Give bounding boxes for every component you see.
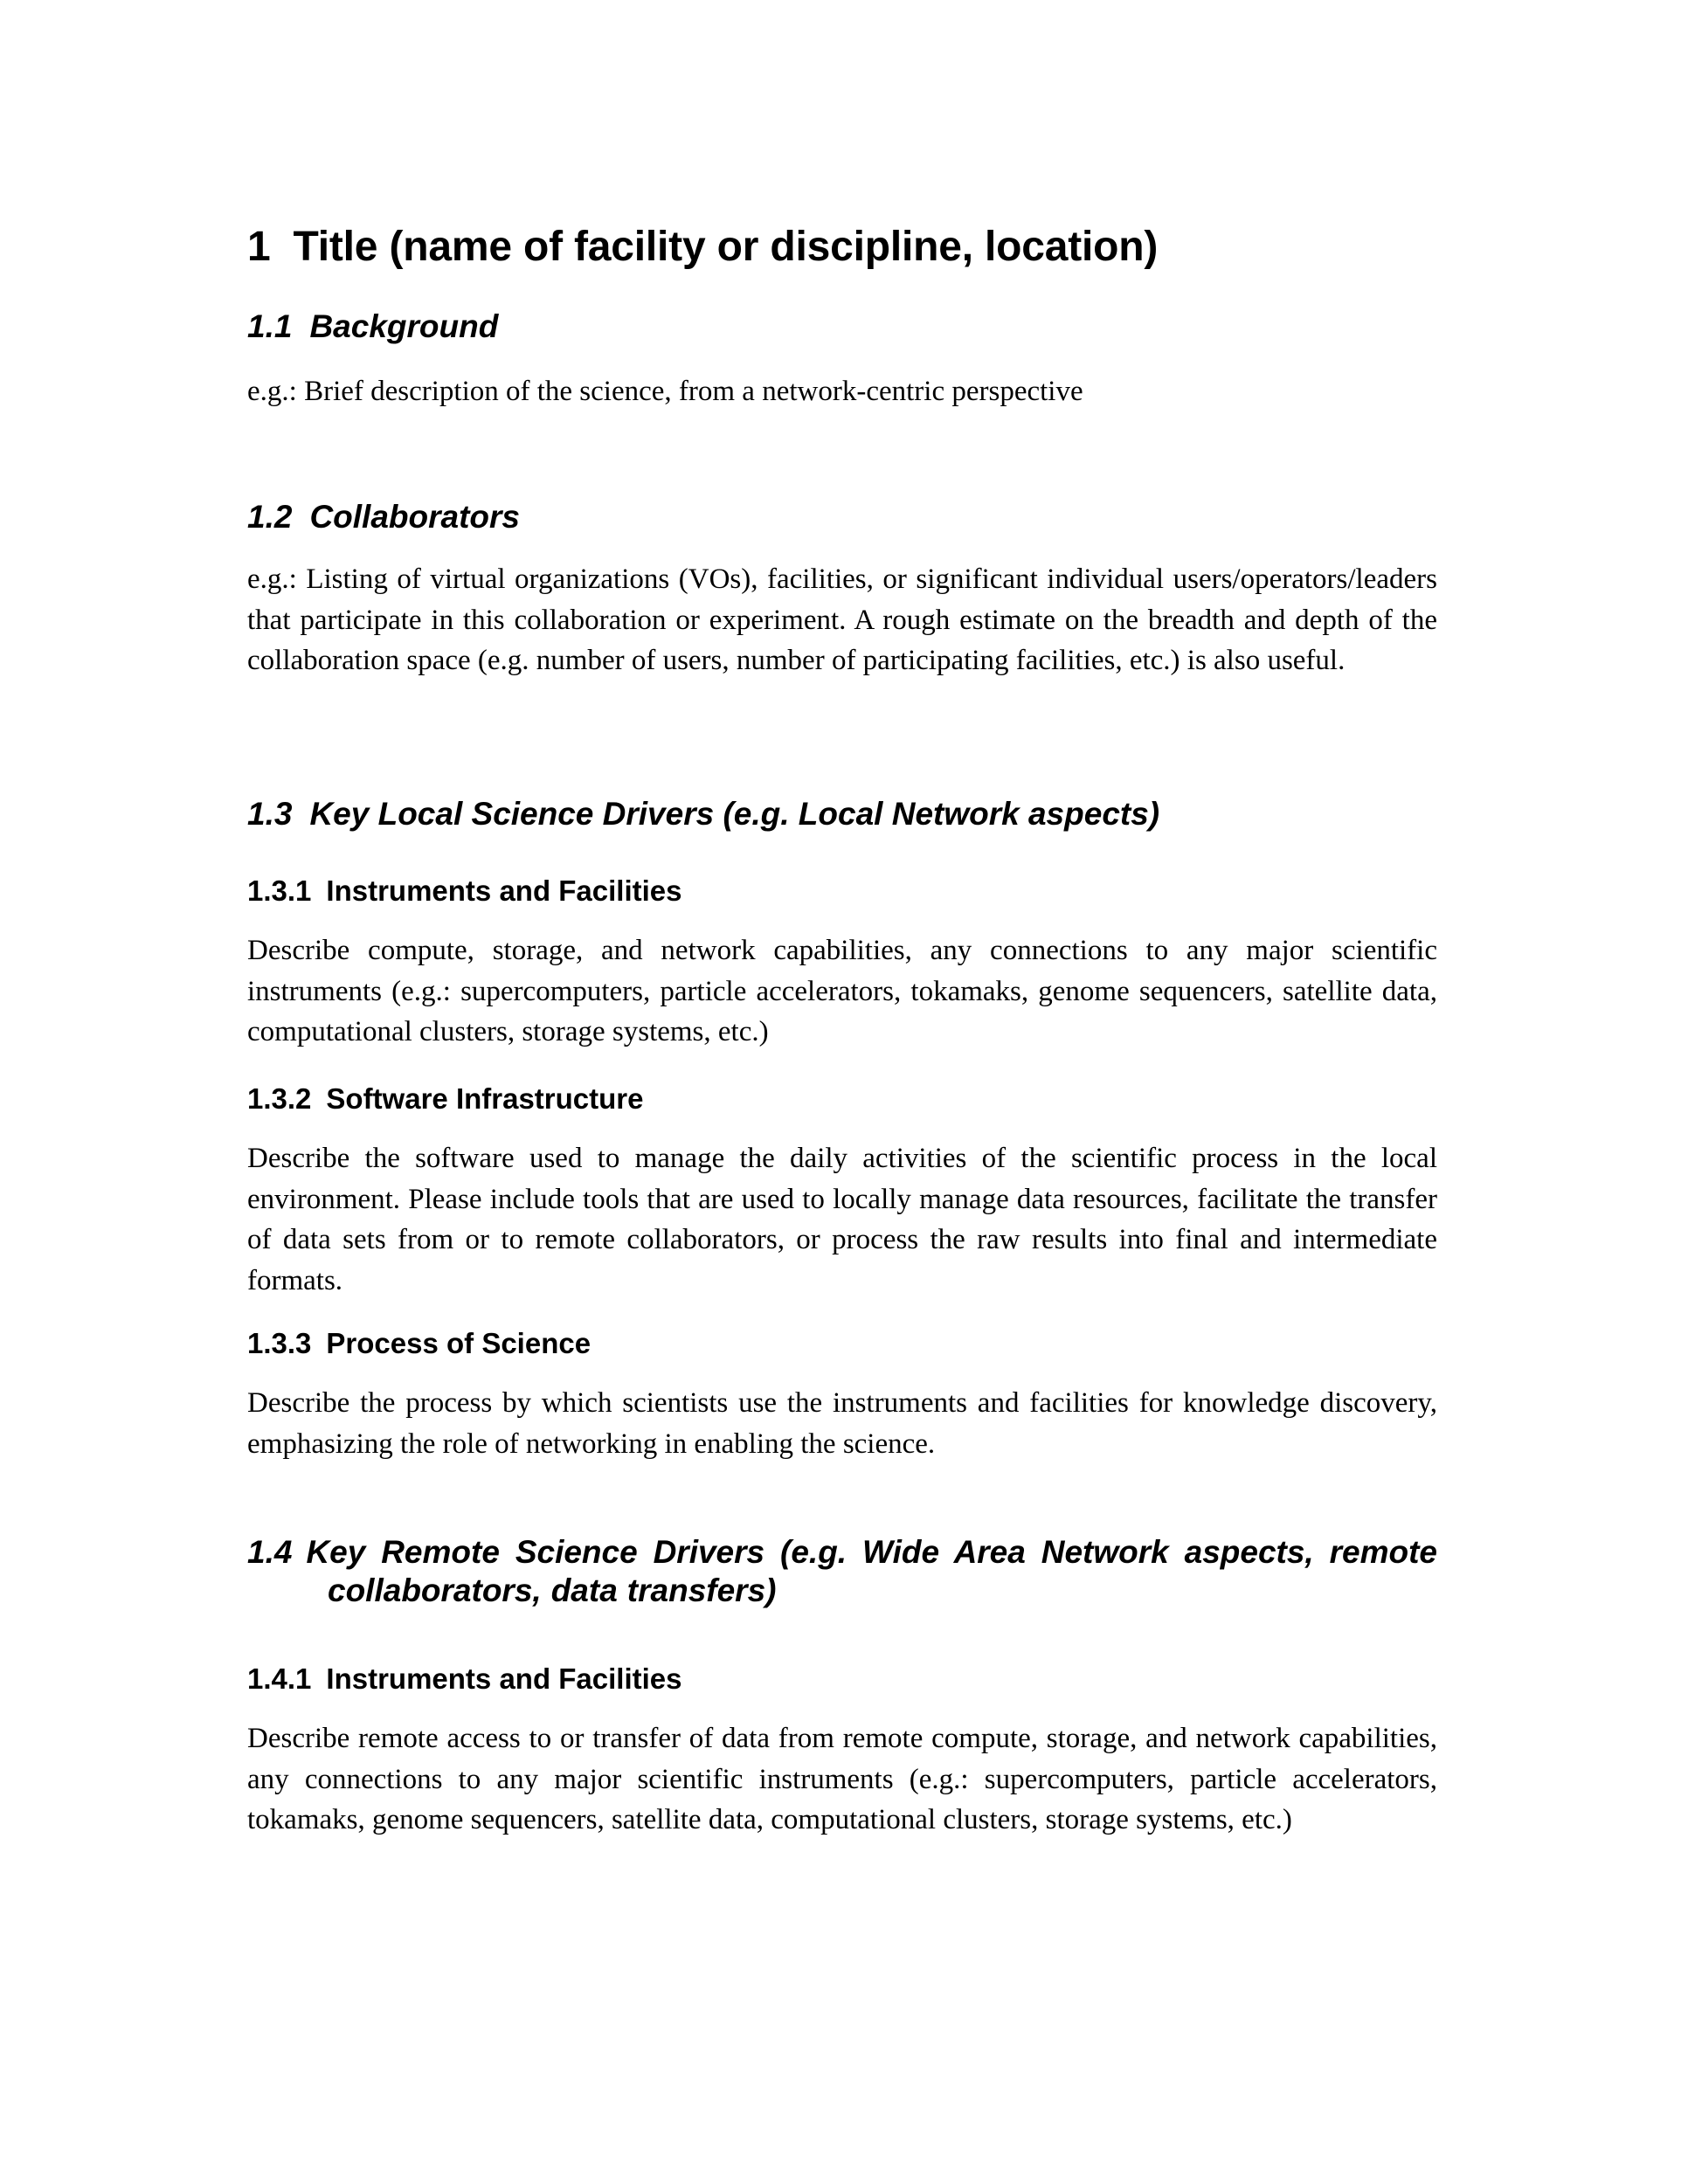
heading-1-3-2-number: 1.3.2 — [247, 1082, 312, 1115]
heading-1-1-text: Background — [309, 308, 499, 344]
heading-1-1-number: 1.1 — [247, 308, 293, 344]
section-1-4-block — [247, 1533, 1437, 1611]
heading-1-3-1-text: Instruments and Facilities — [326, 874, 682, 907]
paragraph-local-instruments: Describe compute, storage, and network capabilities, any connections to any major scientific instruments (e.g.: supercomputers, particle accelerators, tokamaks, genome sequencers, satellite data, computational clusters, storage systems, etc.) — [247, 935, 1437, 1047]
heading-1-3-number: 1.3 — [247, 796, 293, 832]
heading-1-2-collaborators — [247, 498, 1437, 536]
section-1-4-1-body-block — [247, 1718, 1437, 1841]
section-1-block — [247, 223, 1437, 273]
paragraph-software-infrastructure: Describe the software used to manage the daily activities of the scientific process in the local environment. Please include tools that are used to locally manage data resources, facilitate the transfer of data sets from or to remote collaborators, or process the raw results into final and intermediate formats. — [247, 1143, 1437, 1296]
heading-1-4-1-instruments-and-facilities — [247, 1662, 1437, 1697]
section-1-1-body-block — [247, 371, 1437, 412]
heading-1-text: Title (name of facility or discipline, location) — [293, 224, 1159, 270]
section-1-3-1-body-block — [247, 930, 1437, 1053]
section-1-4-1-block — [247, 1662, 1437, 1697]
heading-1-4-key-remote-science-drivers — [247, 1533, 1437, 1611]
paragraph-background: e.g.: Brief description of the science, from a network-centric perspective — [247, 376, 1083, 407]
heading-1-3-3-number: 1.3.3 — [247, 1327, 312, 1359]
heading-1-title — [247, 223, 1437, 273]
heading-1-3-1-number: 1.3.1 — [247, 874, 312, 907]
heading-1-3-text: Key Local Science Drivers (e.g. Local Network aspects) — [309, 796, 1160, 832]
paragraph-collaborators: e.g.: Listing of virtual organizations (VOs), facilities, or significant individual users/operators/leaders that participate in this collaboration or experiment. A rough estimate on the breadth and depth of the collaboration space (e.g. number of users, number of participating facilities, etc.) is also useful. — [247, 563, 1437, 676]
heading-1-3-2-software-infrastructure — [247, 1082, 1437, 1116]
section-1-1-block — [247, 308, 1437, 346]
paragraph-remote-instruments: Describe remote access to or transfer of data from remote compute, storage, and network capabilities, any connections to any major scientific instruments (e.g.: supercomputers, particle accelerators, tokamaks, genome sequencers, satellite data, computational clusters, storage systems, etc.) — [247, 1723, 1437, 1835]
heading-1-3-2-text: Software Infrastructure — [326, 1082, 644, 1115]
heading-1-number: 1 — [247, 224, 271, 270]
heading-1-4-1-number: 1.4.1 — [247, 1662, 312, 1695]
section-1-3-3-block — [247, 1326, 1437, 1361]
heading-1-2-text: Collaborators — [309, 499, 520, 535]
heading-1-3-1-instruments-and-facilities — [247, 874, 1437, 909]
heading-1-1-background — [247, 308, 1437, 346]
heading-1-4-number: 1.4 — [247, 1534, 293, 1570]
section-1-3-block — [247, 795, 1437, 833]
heading-1-3-3-text: Process of Science — [326, 1327, 591, 1359]
section-1-2-body-block — [247, 559, 1437, 681]
paragraph-process-of-science: Describe the process by which scientists use the instruments and facilities for knowledge discovery, emphasizing the role of networking in enabling the science. — [247, 1387, 1437, 1460]
section-1-3-3-body-block — [247, 1383, 1437, 1464]
heading-1-2-number: 1.2 — [247, 499, 293, 535]
heading-1-3-3-process-of-science — [247, 1326, 1437, 1361]
section-1-2-block — [247, 498, 1437, 536]
section-1-3-2-block — [247, 1082, 1437, 1116]
heading-1-4-text: Key Remote Science Drivers (e.g. Wide Area Network aspects, remote collaborators, data transfers) — [306, 1534, 1437, 1609]
section-1-3-2-body-block — [247, 1138, 1437, 1301]
section-1-3-1-block — [247, 874, 1437, 909]
heading-1-4-1-text: Instruments and Facilities — [326, 1662, 682, 1695]
heading-1-3-key-local-science-drivers — [247, 795, 1437, 833]
